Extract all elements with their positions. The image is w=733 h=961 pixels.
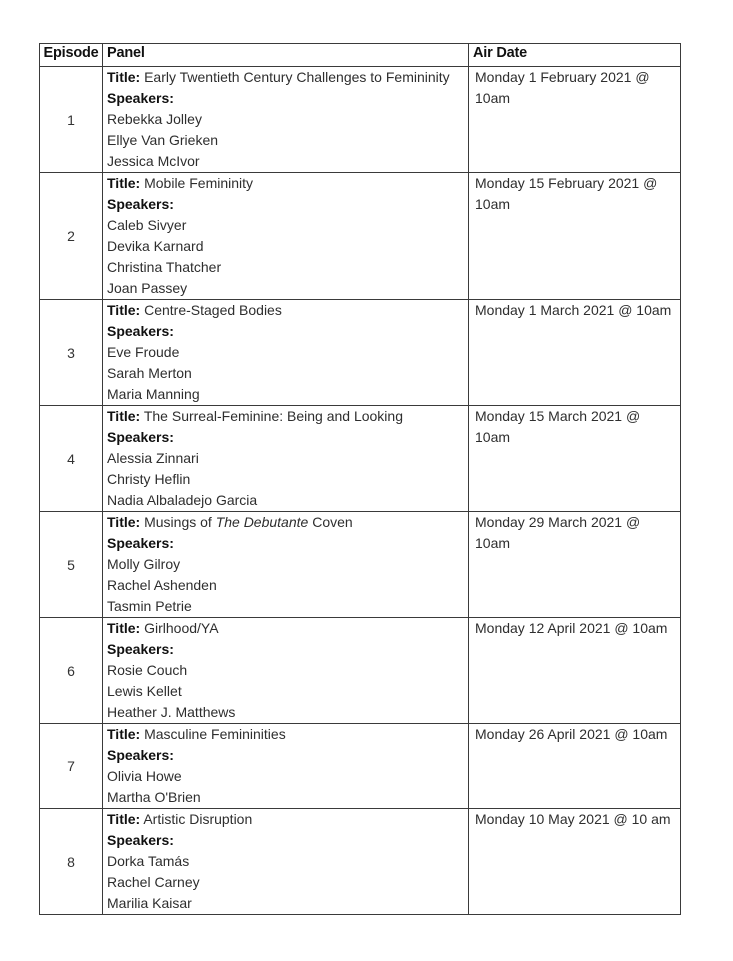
episode-number: 4: [40, 406, 103, 512]
panel-title-italic: The Debutante: [215, 514, 309, 530]
air-date: Monday 10 May 2021 @ 10 am: [475, 811, 671, 827]
speakers-label: Speakers:: [107, 429, 174, 445]
panel-cell: [103, 512, 469, 618]
speaker-name: Christy Heflin: [107, 471, 191, 487]
air-date: Monday 29 March 2021 @ 10am: [475, 514, 641, 551]
panel-title-line: [107, 406, 468, 427]
air-date: Monday 26 April 2021 @ 10am: [475, 726, 668, 742]
episode-number: 7: [40, 724, 103, 809]
air-date-cell: [469, 512, 681, 618]
title-label: Title:: [107, 69, 141, 85]
panel-cell: [103, 173, 469, 300]
speakers-label: Speakers:: [107, 535, 174, 551]
speaker-name: Sarah Merton: [107, 365, 192, 381]
panel-title-line: [107, 809, 468, 830]
speaker-name: Maria Manning: [107, 386, 200, 402]
speaker-name: Devika Karnard: [107, 238, 204, 254]
panel-title-line: [107, 173, 468, 194]
title-label: Title:: [107, 620, 141, 636]
episode-number: 5: [40, 512, 103, 618]
episode-column-header: Episode: [40, 44, 103, 67]
speaker-name: Dorka Tamás: [107, 853, 190, 869]
air-date: Monday 15 February 2021 @ 10am: [475, 175, 658, 212]
speaker-name: Rachel Carney: [107, 874, 200, 890]
speaker-name: Martha O'Brien: [107, 789, 201, 805]
panel-title: Mobile Femininity: [144, 175, 254, 191]
panel-title-line: [107, 512, 468, 533]
panel-title: Artistic Disruption: [143, 811, 253, 827]
air-date-cell: [469, 809, 681, 915]
panel-title-suffix: Coven: [308, 514, 353, 530]
table-row: [40, 67, 681, 173]
panel-cell: [103, 809, 469, 915]
speakers-label: Speakers:: [107, 323, 174, 339]
episode-number: 6: [40, 618, 103, 724]
panel-cell: [103, 618, 469, 724]
speaker-name: Christina Thatcher: [107, 259, 222, 275]
episode-schedule-table: [39, 43, 681, 915]
episode-number: 8: [40, 809, 103, 915]
panel-title: Early Twentieth Century Challenges to Femininity: [144, 69, 450, 85]
air-date-cell: [469, 406, 681, 512]
air-date-column-header: Air Date: [469, 44, 681, 67]
speakers-label: Speakers:: [107, 641, 174, 657]
title-label: Title:: [107, 811, 141, 827]
air-date: Monday 15 March 2021 @ 10am: [475, 408, 641, 445]
air-date: Monday 1 March 2021 @ 10am: [475, 302, 672, 318]
speakers-label: Speakers:: [107, 747, 174, 763]
speaker-name: Molly Gilroy: [107, 556, 181, 572]
table-row: [40, 618, 681, 724]
speaker-name: Rosie Couch: [107, 662, 188, 678]
table-row: [40, 809, 681, 915]
air-date-cell: [469, 67, 681, 173]
speaker-name: Nadia Albaladejo Garcia: [107, 492, 258, 508]
table-row: [40, 724, 681, 809]
panel-title-line: [107, 724, 468, 745]
table-row: [40, 173, 681, 300]
speaker-name: Eve Froude: [107, 344, 180, 360]
panel-title-line: [107, 67, 468, 88]
speaker-name: Rebekka Jolley: [107, 111, 202, 127]
table-body: [40, 67, 681, 915]
air-date: Monday 1 February 2021 @ 10am: [475, 69, 650, 106]
panel-cell: [103, 724, 469, 809]
air-date-cell: [469, 724, 681, 809]
speaker-name: Alessia Zinnari: [107, 450, 199, 466]
air-date-cell: [469, 618, 681, 724]
speaker-name: Ellye Van Grieken: [107, 132, 219, 148]
panel-title: Girlhood/YA: [144, 620, 219, 636]
panel-title: The Surreal-Feminine: Being and Looking: [143, 408, 403, 424]
table-row: [40, 406, 681, 512]
speaker-name: Jessica McIvor: [107, 153, 200, 169]
episode-number: 1: [40, 67, 103, 173]
speaker-name: Olivia Howe: [107, 768, 182, 784]
speakers-label: Speakers:: [107, 196, 174, 212]
title-label: Title:: [107, 726, 141, 742]
speakers-label: Speakers:: [107, 832, 174, 848]
speaker-name: Caleb Sivyer: [107, 217, 187, 233]
speaker-name: Tasmin Petrie: [107, 598, 192, 614]
air-date-cell: [469, 300, 681, 406]
panel-column-header: Panel: [103, 44, 469, 67]
speaker-name: Joan Passey: [107, 280, 188, 296]
speaker-name: Heather J. Matthews: [107, 704, 236, 720]
speaker-name: Marilia Kaisar: [107, 895, 192, 911]
title-label: Title:: [107, 408, 141, 424]
title-label: Title:: [107, 514, 141, 530]
episode-number: 3: [40, 300, 103, 406]
table-row: [40, 300, 681, 406]
speaker-name: Rachel Ashenden: [107, 577, 217, 593]
table-row: [40, 512, 681, 618]
panel-cell: [103, 67, 469, 173]
speakers-label: Speakers:: [107, 90, 174, 106]
panel-title-line: [107, 618, 468, 639]
title-label: Title:: [107, 175, 141, 191]
table-header-row: [40, 44, 681, 67]
episode-number: 2: [40, 173, 103, 300]
air-date: Monday 12 April 2021 @ 10am: [475, 620, 668, 636]
speaker-name: Lewis Kellet: [107, 683, 182, 699]
panel-cell: [103, 406, 469, 512]
panel-title: Masculine Femininities: [144, 726, 286, 742]
title-label: Title:: [107, 302, 141, 318]
air-date-cell: [469, 173, 681, 300]
panel-cell: [103, 300, 469, 406]
panel-title-prefix: Musings of: [144, 514, 216, 530]
panel-title: Centre-Staged Bodies: [144, 302, 282, 318]
panel-title-line: [107, 300, 468, 321]
